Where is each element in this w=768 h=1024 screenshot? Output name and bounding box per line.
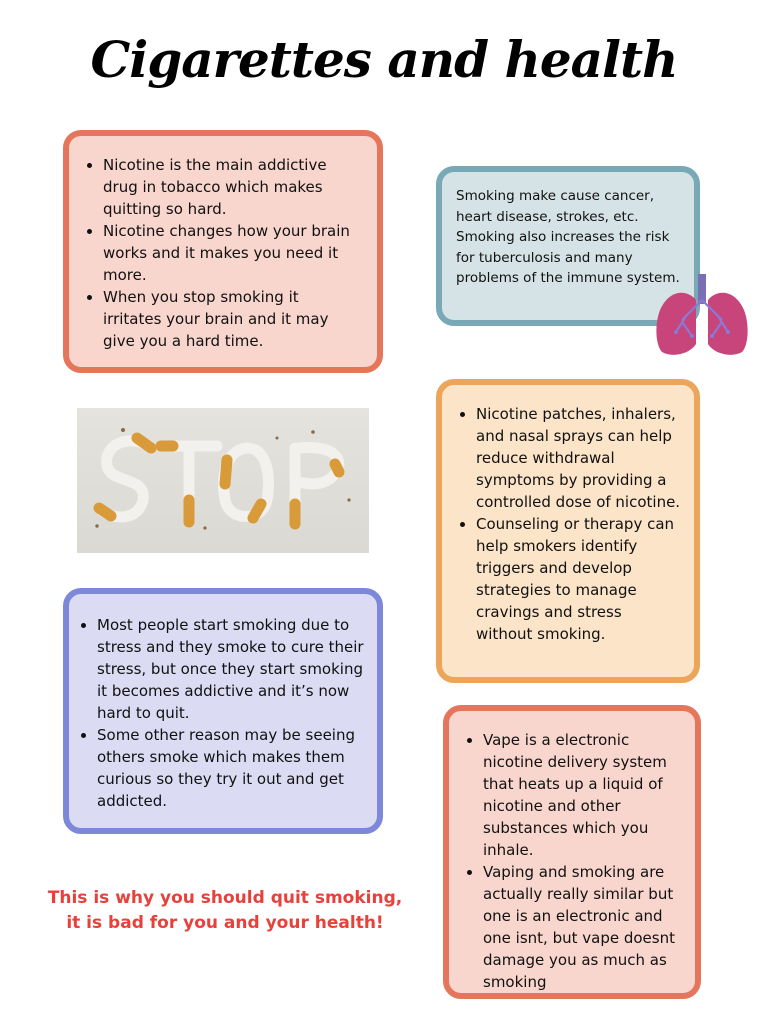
- stop-cigarettes-image: [77, 408, 369, 553]
- list-item: • Vaping and smoking are actually really similar but one is an electronic and one isnt, but vape doesnt damage you as much as smoking: [483, 861, 685, 993]
- list-item: • Some other reason may be seeing others smoke which makes them curious so they try it out and get addicted.: [97, 724, 369, 812]
- lungs-icon: [652, 270, 752, 360]
- list-item: • Nicotine patches, inhalers, and nasal sprays can help reduce withdrawal symptoms by providing a controlled dose of nicotine.: [476, 403, 682, 513]
- list-item: • Most people start smoking due to stress and they smoke to cure their stress, but once they start smoking it becomes addictive and it’s now hard to quit.: [97, 614, 369, 724]
- health-risks-text: Smoking make cause cancer, heart disease, strokes, etc. Smoking also increases the risk for tuberculosis and many problems of the immune system.: [456, 188, 680, 286]
- treatment-box: [436, 379, 700, 683]
- vape-box: [443, 705, 701, 999]
- list-item: • Nicotine is the main addictive drug in tobacco which makes quitting so hard.: [103, 154, 361, 220]
- quit-message: [40, 886, 410, 936]
- quit-message-line: it is bad for you and your health!: [66, 913, 384, 933]
- nicotine-list: [83, 154, 361, 352]
- list-item: • Counseling or therapy can help smokers identify triggers and develop strategies to manage cravings and stress without smoking.: [476, 513, 682, 645]
- list-item: • When you stop smoking it irritates your brain and it may give you a hard time.: [103, 286, 361, 352]
- reasons-box: [63, 588, 383, 834]
- stop-cigarettes-photo: [77, 408, 369, 553]
- list-item: • Nicotine changes how your brain works and it makes you need it more.: [103, 220, 361, 286]
- list-item: • Vape is a electronic nicotine delivery system that heats up a liquid of nicotine and other substances which you inhale.: [483, 729, 685, 861]
- page-title: Cigarettes and health: [90, 30, 678, 89]
- quit-message-line: This is why you should quit smoking,: [47, 888, 403, 908]
- nicotine-info-box: [63, 130, 383, 373]
- reasons-list: [77, 614, 369, 812]
- treatment-list: [456, 403, 682, 645]
- vape-list: [463, 729, 685, 993]
